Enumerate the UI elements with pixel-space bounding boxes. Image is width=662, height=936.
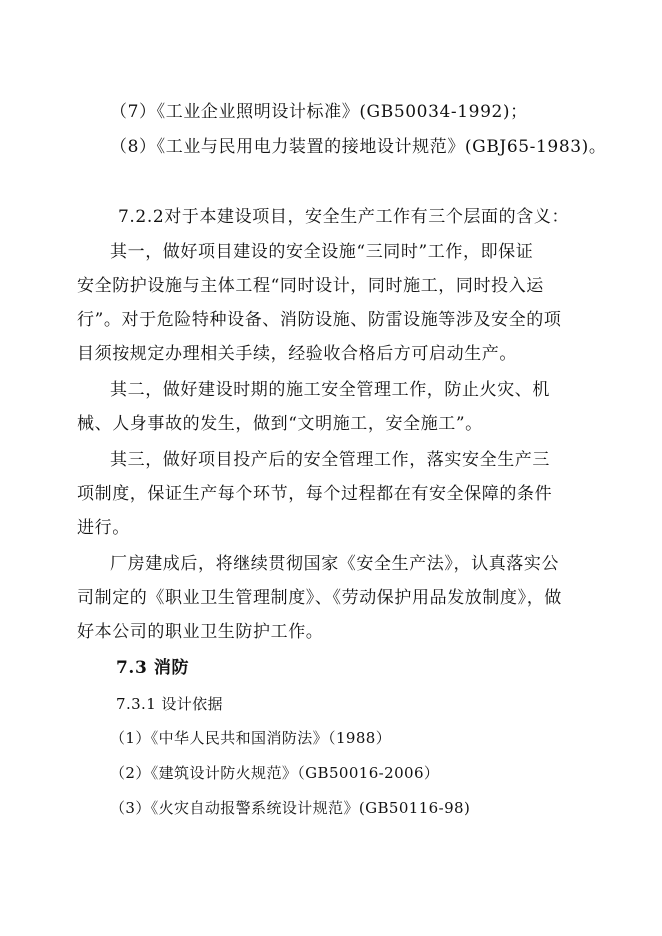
paragraph-1-line-1: 其一，做好项目建设的安全设施“三同时”工作，即保证 [110,242,534,262]
paragraph-3-line-3: 进行。 [77,518,130,538]
fire-reference-item-1: （1）《中华人民共和国消防法》（1988） [110,729,392,747]
paragraph-4-line-1: 厂房建成后，将继续贯彻国家《安全生产法》，认真落实公 [110,554,560,574]
paragraph-1-line-2: 安全防护设施与主体工程“同时设计，同时施工，同时投入运 [77,276,544,296]
reference-item-7: （7）《工业企业照明设计标准》(GB50034-1992)； [110,102,528,122]
fire-reference-item-2: （2）《建筑设计防火规范》（GB50016-2006） [110,764,440,782]
section-7-3-title: 7.3 消防 [116,658,190,678]
fire-reference-item-3: （3）《火灾自动报警系统设计规范》(GB50116-98) [110,799,471,817]
paragraph-4-line-3: 好本公司的职业卫生防护工作。 [77,622,324,642]
paragraph-1-line-4: 目须按规定办理相关手续，经验收合格后方可启动生产。 [77,344,517,364]
paragraph-3-line-2: 项制度，保证生产每个环节，每个过程都在有安全保障的条件 [77,484,553,504]
paragraph-1-line-3: 行”。对于危险特种设备、消防设施、防雷设施等涉及安全的项 [77,310,562,330]
section-7-3-1-heading: 7.3.1 设计依据 [116,695,223,713]
section-7-2-2-heading: 7.2.2对于本建设项目，安全生产工作有三个层面的含义： [118,207,570,227]
paragraph-2-line-1: 其二，做好建设时期的施工安全管理工作，防止火灾、机 [110,380,550,400]
paragraph-4-line-2: 司制定的《职业卫生管理制度》、《劳动保护用品发放制度》，做 [77,588,562,608]
paragraph-3-line-1: 其三，做好项目投产后的安全管理工作，落实安全生产三 [110,450,550,470]
reference-item-8: （8）《工业与民用电力装置的接地设计规范》(GBJ65-1983)。 [110,137,607,157]
paragraph-2-line-2: 械、人身事故的发生，做到“文明施工，安全施工”。 [77,414,483,434]
